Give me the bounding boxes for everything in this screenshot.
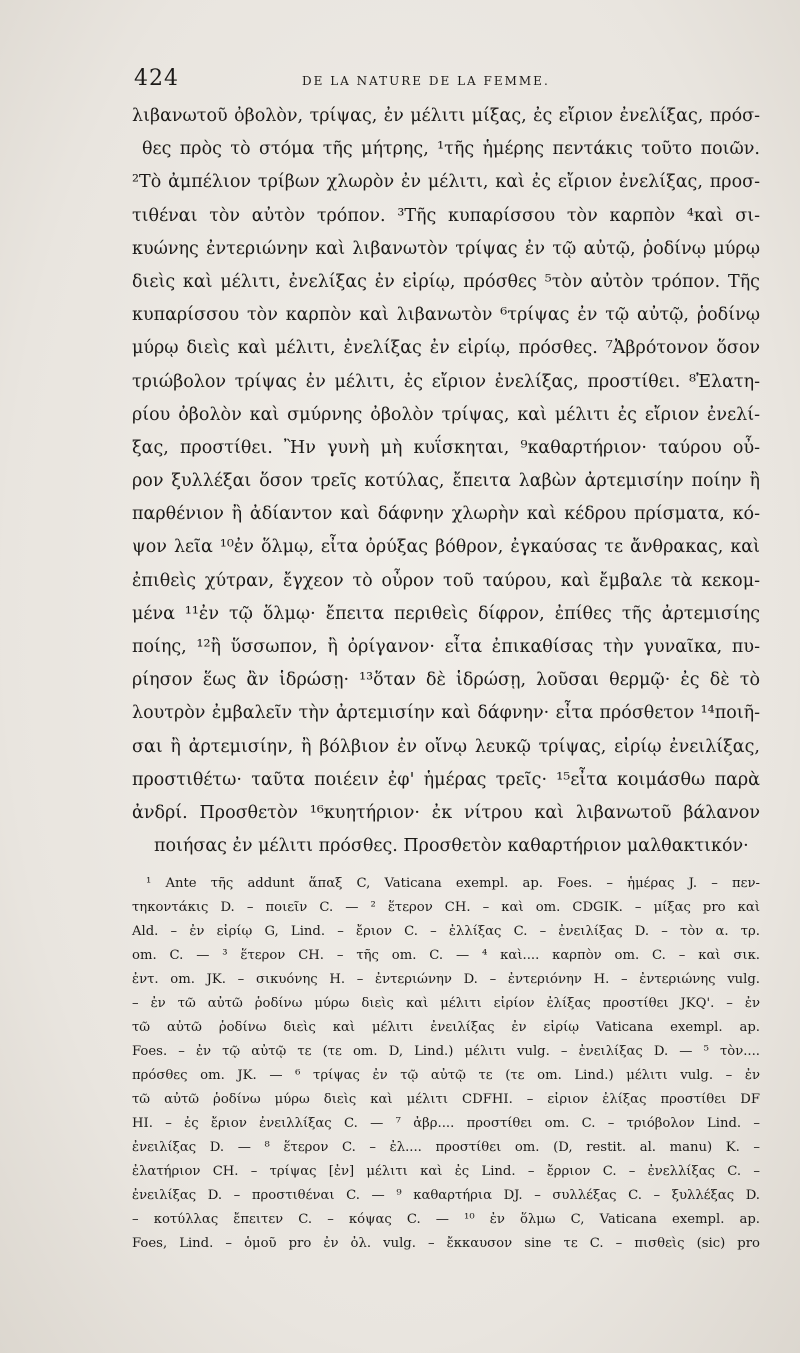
text-line: κυώνης ἐντεριώνην καὶ λιβανωτὸν τρίψας ἐν τῷ αὐτῷ, ῥοδίνῳ μύρῳ bbox=[132, 238, 760, 259]
text-line: ἐπιθεὶς χύτραν, ἔγχεον τὸ οὖρον τοῦ ταύρου, καὶ ἔμβαλε τὰ κεκομ- bbox=[132, 570, 760, 591]
text-line: ξας, προστίθει. Ἢν γυνὴ μὴ κυΐσκηται, ⁹καθαρτήριον· ταύρου οὖ- bbox=[132, 437, 760, 458]
main-text bbox=[132, 100, 760, 863]
text-line: κυπαρίσσου τὸν καρπὸν καὶ λιβανωτὸν ⁶τρίψας ἐν τῷ αὐτῷ, ῥοδίνῳ bbox=[132, 305, 760, 326]
text-line: παρθένιον ἢ ἀδίαντον καὶ δάφνην χλωρὴν καὶ κέδρου πρίσματα, κό- bbox=[132, 504, 760, 525]
text-line: ψον λεῖα ¹⁰ἐν ὅλμῳ, εἶτα ὀρύξας βόθρον, ἐγκαύσας τε ἄνθρακας, καὶ bbox=[132, 537, 760, 558]
text-line: μύρῳ διεὶς καὶ μέλιτι, ἐνελίξας ἐν εἰρίῳ, πρόσθες. ⁷Ἀβρότονον ὅσον bbox=[132, 338, 760, 359]
text-line: τιθέναι τὸν αὐτὸν τρόπον. ³Τῆς κυπαρίσσου τὸν καρπὸν ⁴καὶ σι- bbox=[132, 205, 760, 226]
text-line: λουτρὸν ἐμβαλεῖν τὴν ἀρτεμισίην καὶ δάφνην· εἶτα πρόσθετον ¹⁴ποιῆ- bbox=[132, 703, 760, 724]
footnote-line: Foes, Lind. – ὁμοῦ pro ἐν ὀλ. vulg. – ἔκκαυσον sine τε C. – πισθεὶς (sic) pro bbox=[132, 1236, 760, 1251]
text-line: ρον ξυλλέξαι ὅσον τρεῖς κοτύλας, ἔπειτα λαβὼν ἀρτεμισίην ποίην ἢ bbox=[132, 471, 760, 492]
footnote-line: τηκοντάκις D. – ποιεῖν C. — ² ἕτερον CH. – καὶ om. CDGIK. – μίξας pro καὶ bbox=[132, 900, 760, 915]
footnote-line: ἐνειλίξας D. – προστιθέναι C. — ⁹ καθαρτήρια DJ. – συλλέξας C. – ξυλλέξας D. bbox=[132, 1188, 760, 1203]
footnote-line: Foes. – ἐν τῷ αὐτῷ τε (τε om. D, Lind.) μέλιτι vulg. – ἐνειλίξας D. — ⁵ τὸν.... bbox=[132, 1044, 760, 1059]
footnotes bbox=[132, 872, 760, 1256]
footnote-line: – κοτύλλας ἔπειτεν C. – κόψας C. — ¹⁰ ἐν ὅλμω C, Vaticana exempl. ap. bbox=[132, 1212, 760, 1227]
text-line: μένα ¹¹ἐν τῷ ὅλμῳ· ἔπειτα περιθεὶς δίφρον, ἐπίθες τῆς ἀρτεμισίης bbox=[132, 603, 760, 624]
text-line: λιβανωτοῦ ὀβολὸν, τρίψας, ἐν μέλιτι μίξας, ἐς εἴριον ἐνελίξας, πρόσ- bbox=[132, 106, 760, 126]
page-number: 424 bbox=[134, 66, 179, 91]
text-line: ²Τὸ ἀμπέλιον τρίβων χλωρὸν ἐν μέλιτι, καὶ ἐς εἴριον ἐνελίξας, προσ- bbox=[132, 172, 760, 193]
text-line: ἀνδρί. Προσθετὸν ¹⁶κυητήριον· ἐκ νίτρου καὶ λιβανωτοῦ βάλανον bbox=[132, 802, 760, 823]
text-line: ποίης, ¹²ἢ ὕσσωπον, ἢ ὀρίγανον· εἶτα ἐπικαθίσας τὴν γυναῖκα, πυ- bbox=[132, 637, 760, 657]
footnote-line: – ἐν τῶ αὐτῶ ῥοδίνω μύρω διεὶς καὶ μέλιτι εἰρίον ἐλίξας προστίθει JKQ'. – ἐν bbox=[132, 996, 760, 1011]
footnote-line: τῶ αὐτῶ ῥοδίνω διεὶς καὶ μέλιτι ἐνειλίξας ἐν εἰρίῳ Vaticana exempl. ap. bbox=[132, 1020, 760, 1035]
text-line: ρίησον ἕως ἂν ἱδρώσῃ· ¹³ὅταν δὲ ἱδρώσῃ, λοῦσαι θερμῷ· ἐς δὲ τὸ bbox=[132, 670, 760, 691]
footnote-line: HI. – ἐς ἔριον ἐνειλλίξας C. — ⁷ ἀβρ.... προστίθει om. C. – τριόβολον Lind. – bbox=[132, 1116, 760, 1131]
page-header bbox=[134, 66, 754, 96]
running-title: DE LA NATURE DE LA FEMME. bbox=[302, 74, 550, 88]
text-line: ποιήσας ἐν μέλιτι πρόσθες. Προσθετὸν καθαρτήριον μαλθακτικόν· bbox=[154, 836, 749, 857]
footnote-line: om. C. — ³ ἕτερον CH. – τῆς om. C. — ⁴ καὶ.... καρπὸν om. C. – καὶ σικ. bbox=[132, 948, 760, 963]
footnote-line: τῶ αὐτῶ ῥοδίνω μύρω διεὶς καὶ μέλιτι CDFHI. – εἰριον ἐλίξας προστίθει DF bbox=[132, 1092, 760, 1107]
text-line: προστιθέτω· ταῦτα ποιέειν ἐφ' ἡμέρας τρεῖς· ¹⁵εἶτα κοιμάσθω παρὰ bbox=[132, 769, 760, 790]
text-line: θες πρὸς τὸ στόμα τῆς μήτρης, ¹τῆς ἡμέρης πεντάκις τοῦτο ποιῶν. bbox=[142, 139, 760, 160]
text-line: τριώβολον τρίψας ἐν μέλιτι, ἐς εἴριον ἐνελίξας, προστίθει. ⁸Ἐλατη- bbox=[132, 371, 760, 392]
footnote-line: ἐντ. om. JK. – σικυόνης H. – ἐντεριώνην D. – ἐντεριόνην H. – ἐντεριώνης vulg. bbox=[132, 972, 760, 987]
text-line: διεὶς καὶ μέλιτι, ἐνελίξας ἐν εἰρίῳ, πρόσθες ⁵τὸν αὐτὸν τρόπον. Τῆς bbox=[132, 271, 760, 292]
footnote-line: Ald. – ἐν εἰρίῳ G, Lind. – ἔριον C. – ἐλλίξας C. – ἐνειλίξας D. – τὸν α. τρ. bbox=[132, 924, 760, 939]
footnote-line: ¹ Ante τῆς addunt ἅπαξ C, Vaticana exempl. ap. Foes. – ἡμέρας J. – πεν- bbox=[146, 876, 760, 891]
footnote-line: πρόσθες om. JK. — ⁶ τρίψας ἐν τῷ αὐτῷ τε (τε om. Lind.) μέλιτι vulg. – ἐν bbox=[132, 1068, 760, 1083]
text-line: ρίου ὀβολὸν καὶ σμύρνης ὀβολὸν τρίψας, καὶ μέλιτι ἐς εἴριον ἐνελί- bbox=[132, 404, 760, 425]
text-line: σαι ἢ ἀρτεμισίην, ἢ βόλβιον ἐν οἴνῳ λευκῷ τρίψας, εἰρίῳ ἐνειλίξας, bbox=[132, 736, 760, 757]
footnote-line: ἐνειλίξας D. — ⁸ ἕτερον C. – ἐλ.... προστίθει om. (D, restit. al. manu) K. – bbox=[132, 1140, 760, 1155]
footnote-line: ἐλατήριον CH. – τρίψας [ἐν] μέλιτι καὶ ἐς Lind. – ἔρριον C. – ἐνελλίξας C. – bbox=[132, 1164, 760, 1179]
